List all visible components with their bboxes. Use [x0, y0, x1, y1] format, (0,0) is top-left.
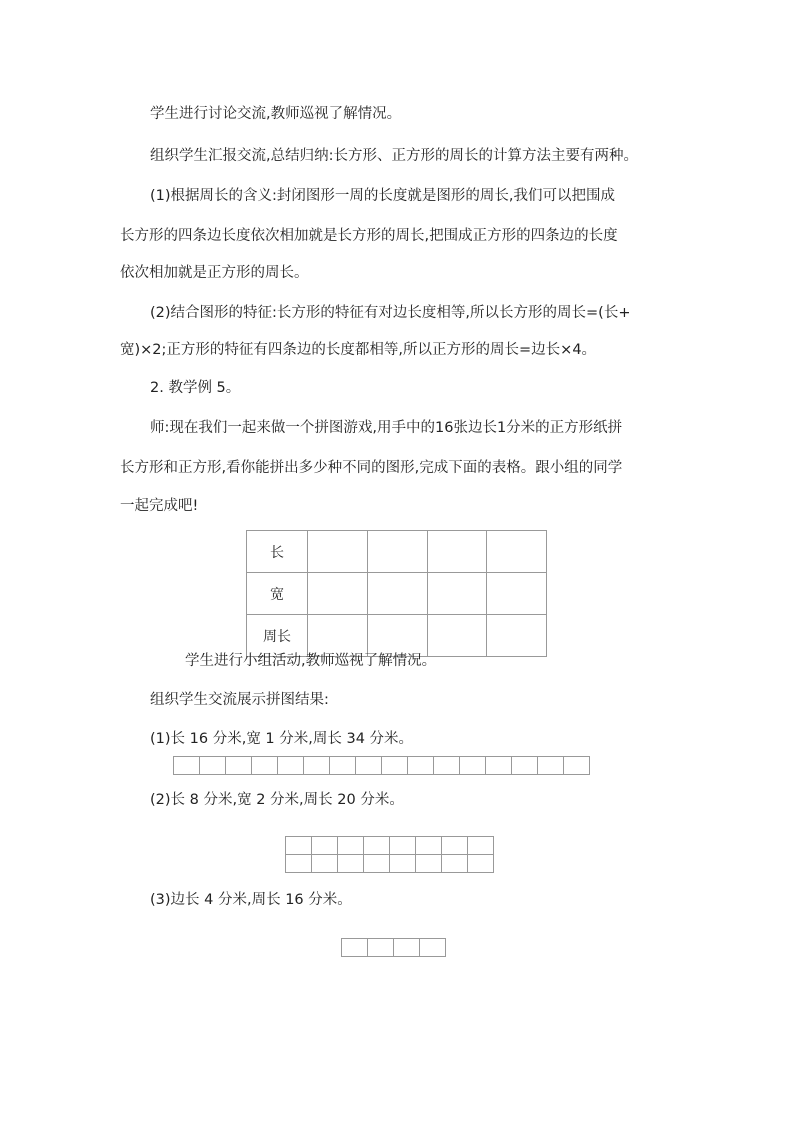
worksheet-table [246, 530, 547, 657]
result-1-text: (1)长 16 分米,宽 1 分米,周长 34 分米。 [150, 731, 414, 747]
table-cell [367, 531, 427, 573]
unit-square [381, 756, 408, 775]
table-cell [487, 573, 547, 615]
square-row [342, 939, 446, 957]
unit-square [251, 756, 278, 775]
unit-square [355, 756, 382, 775]
unit-square [563, 756, 590, 775]
table-cell [487, 615, 547, 657]
unit-square [285, 854, 312, 873]
table-cell [308, 531, 368, 573]
paragraph-method2-line2: 宽)×2;正方形的特征有四条边的长度都相等,所以正方形的周长=边长×4。 [120, 342, 597, 358]
unit-square [285, 836, 312, 855]
unit-square [363, 836, 390, 855]
paragraph-teacher-line1: 师:现在我们一起来做一个拼图游戏,用手中的16张边长1分米的正方形纸拼 [150, 420, 623, 436]
unit-square [407, 756, 434, 775]
paragraph-show-results: 组织学生交流展示拼图结果: [150, 692, 329, 708]
paragraph-method1-line2: 长方形的四条边长度依次相加就是长方形的周长,把围成正方形的四条边的长度 [120, 228, 618, 244]
result-2-text: (2)长 8 分米,宽 2 分米,周长 20 分米。 [150, 792, 404, 808]
unit-square [511, 756, 538, 775]
unit-square [363, 854, 390, 873]
table-cell [427, 573, 487, 615]
paragraph-method1-line3: 依次相加就是正方形的周长。 [120, 265, 309, 281]
unit-square [277, 756, 304, 775]
unit-square [459, 756, 486, 775]
square-row [174, 757, 590, 775]
unit-square [433, 756, 460, 775]
table-cell [487, 531, 547, 573]
unit-square [311, 836, 338, 855]
paragraph-method2-line1: (2)结合图形的特征:长方形的特征有对边长度相等,所以长方形的周长=(长+ [150, 305, 631, 321]
unit-square [467, 836, 494, 855]
row-label: 宽 [247, 573, 308, 615]
unit-square [367, 938, 394, 957]
result-3-text: (3)边长 4 分米,周长 16 分米。 [150, 892, 352, 908]
unit-square [485, 756, 512, 775]
unit-square [393, 938, 420, 957]
table-row [247, 531, 547, 573]
figure-4-square-strip [342, 939, 446, 957]
unit-square [415, 854, 442, 873]
unit-square [415, 836, 442, 855]
unit-square [303, 756, 330, 775]
table-cell [367, 573, 427, 615]
paragraph-discussion: 学生进行讨论交流,教师巡视了解情况。 [150, 106, 402, 122]
paragraph-teacher-line2: 长方形和正方形,看你能拼出多少种不同的图形,完成下面的表格。跟小组的同学 [120, 460, 623, 476]
paragraph-teacher-line3: 一起完成吧! [120, 498, 199, 514]
unit-square [441, 836, 468, 855]
unit-square [337, 854, 364, 873]
paragraph-method1-line1: (1)根据周长的含义:封闭图形一周的长度就是图形的周长,我们可以把围成 [150, 188, 616, 204]
figure-16x1-rectangle [174, 757, 590, 775]
unit-square [329, 756, 356, 775]
unit-square [467, 854, 494, 873]
square-row [286, 855, 494, 873]
unit-square [419, 938, 446, 957]
unit-square [311, 854, 338, 873]
unit-square [389, 854, 416, 873]
unit-square [537, 756, 564, 775]
unit-square [225, 756, 252, 775]
unit-square [199, 756, 226, 775]
table-cell [308, 573, 368, 615]
unit-square [341, 938, 368, 957]
figure-8x2-rectangle [286, 837, 494, 873]
table-cell [427, 531, 487, 573]
paragraph-group-activity: 学生进行小组活动,教师巡视了解情况。 [185, 653, 437, 669]
square-row [286, 837, 494, 855]
table-row [247, 573, 547, 615]
unit-square [441, 854, 468, 873]
row-label: 长 [247, 531, 308, 573]
row-label: 周长 [247, 615, 308, 657]
paragraph-summary: 组织学生汇报交流,总结归纳:长方形、正方形的周长的计算方法主要有两种。 [150, 148, 638, 164]
unit-square [173, 756, 200, 775]
section-heading-example5: 2. 教学例 5。 [150, 380, 241, 396]
unit-square [389, 836, 416, 855]
unit-square [337, 836, 364, 855]
